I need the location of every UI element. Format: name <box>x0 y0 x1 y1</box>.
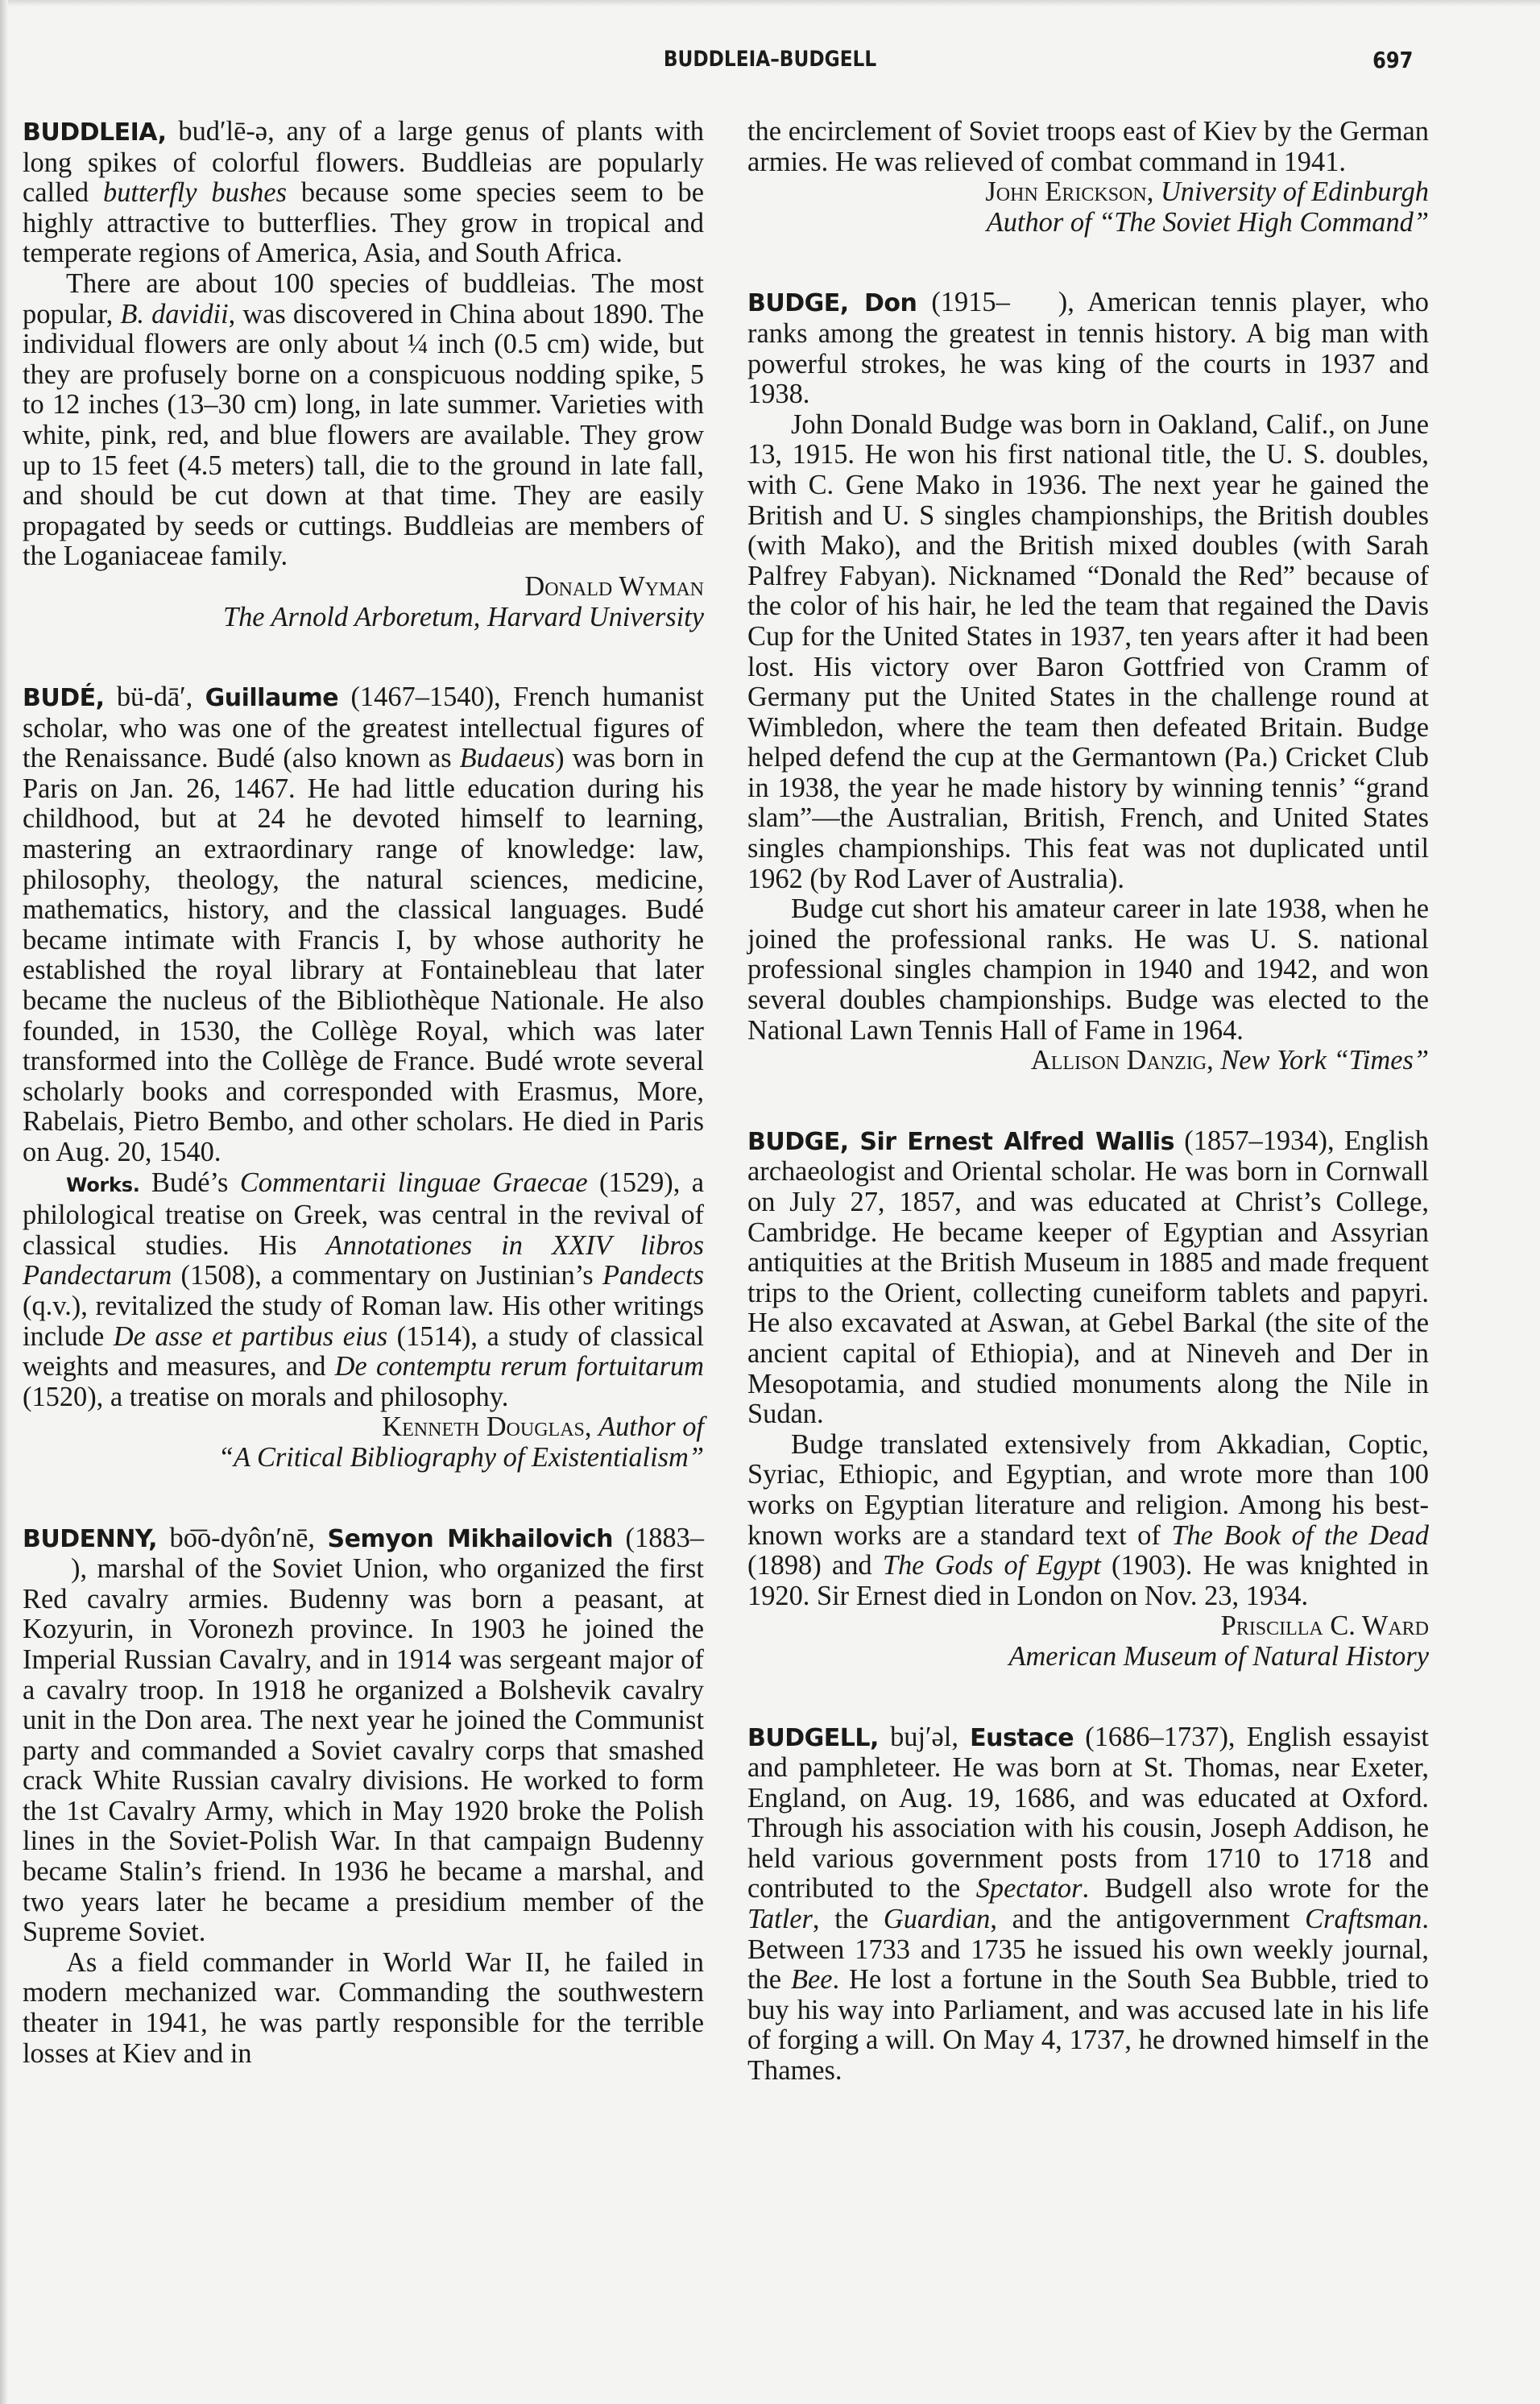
entry-bude <box>23 682 704 1473</box>
headword: Guillaume <box>205 684 339 713</box>
text-run: (1686–1737), English essayist and pamphleteer. He was born at St. Thomas, near Exeter, England, on Aug. 19, 1686, and was educated at Oxford. Through his association with his cousin, Joseph Addison, he held various government posts from 1710 to 1718 and contributed to the <box>747 1721 1429 1905</box>
text-run: . Between 1733 and 1735 he issued his own weekly journal, the <box>747 1904 1429 1996</box>
text-run: (1857–1934), English archaeologist and Oriental scholar. He was born in Cornwall on July 27, 1857, and was educated at Christ’s College, Cambridge. He became keeper of Egyptian and Assyrian antiquities at the British Museum in 1885 and made frequent trips to the Orient, collecting cuneiform tablets and papyri. He also excavated at Aswan, at Gebel Barkal (the site of the ancient capital of Ethiopia), and at Nineveh and Der in Mesopotamia, and studied monuments along the Nile in Sudan. <box>747 1125 1430 1430</box>
author-affiliation <box>23 603 704 633</box>
page-number: 697 <box>1372 47 1414 73</box>
italic-text: Budaeus <box>459 743 556 774</box>
text-run: (1915– <box>917 287 1010 318</box>
italic-text: “A Critical Bibliography of Existentialism” <box>217 1441 704 1473</box>
author-signature <box>747 177 1429 208</box>
italic-text: Spectator <box>975 1873 1083 1905</box>
italic-text: Annotationes in XXIV libros Pandectarum <box>23 1229 704 1291</box>
italic-text: De contemptu rerum fortuitarum <box>334 1351 704 1382</box>
page-binding-shadow <box>0 0 8 2404</box>
running-head <box>0 47 1540 79</box>
text-run: bo͞o-dyôn′nē, <box>157 1522 328 1553</box>
author-signature <box>747 1046 1429 1076</box>
italic-text: The Book of the Dead <box>1171 1519 1429 1551</box>
text-run: , the <box>812 1904 884 1935</box>
text-run: . Budgell also wrote for the <box>1082 1873 1429 1905</box>
text-run: ), marshal of the Soviet Union, who organized the first Red cavalry armies. Budenny was born a peasant, at Kozyurin, in Voronezh province. In 1903 he joined the Imperial Russian Cavalry, and in 1914 was sergeant major of a cavalry troop. In 1918 he organized a Bolshevik cavalry unit in the Don area. The next year he joined the Communist party and commanded a Soviet cavalry corps that smashed crack White Russian cavalry divisions. He worked to form the 1st Cavalry Army, which in May 1920 broke the Polish lines in the Soviet-Polish War. In that campaign Budenny became Stalin’s friend. In 1936 he became a marshal, and two years later he became a presidium member of the Supreme Soviet. <box>23 1553 704 1948</box>
italic-text: Author of “The Soviet High Command” <box>986 206 1429 238</box>
paragraph <box>23 269 704 572</box>
paragraph <box>23 117 704 269</box>
entry-budenny-cont <box>747 117 1429 238</box>
paragraph <box>23 1523 704 1948</box>
paragraph <box>23 682 704 1168</box>
author-signature <box>23 1412 704 1443</box>
headword: BUDDLEIA, <box>23 118 167 147</box>
headword: Semyon Mikhailovich <box>327 1524 613 1553</box>
text-run: As a field commander in World War II, he failed in modern mechanized war. Commanding the southwestern theater in 1941, he was partly responsible for the terrible losses at Kiev and in <box>23 1946 704 2069</box>
entry-budge-don <box>747 288 1429 1076</box>
column-right <box>747 117 1429 2087</box>
small-caps-name: Priscilla C. Ward <box>1220 1610 1429 1642</box>
paragraph <box>747 117 1429 177</box>
text-run: , and the antigovernment <box>990 1904 1306 1935</box>
text-run: (q.v.), revitalized the study of Roman law. His other writings include <box>23 1290 704 1352</box>
small-caps-name: John Erickson <box>985 176 1147 208</box>
headword: BUDGE, Don <box>747 289 917 318</box>
text-run: (1467–1540), French humanist scholar, who was one of the greatest intellectual figures of the Renaissance. Budé (also known as <box>23 682 704 774</box>
small-caps-name: Donald Wyman <box>524 570 704 602</box>
italic-text: B. davidii <box>120 298 229 330</box>
paragraph <box>747 410 1429 895</box>
paragraph <box>747 1126 1429 1430</box>
text-run: the encirclement of Soviet troops east of Kiev by the German armies. He was relieved of combat command in 1941. <box>747 116 1429 177</box>
page-top-shadow <box>0 0 1540 6</box>
text-run: bü-dā′, <box>104 682 205 713</box>
running-title: BUDDLEIA–BUDGELL <box>663 47 877 72</box>
text-run: Budé’s <box>139 1167 240 1198</box>
paragraph <box>747 288 1429 409</box>
column-left <box>23 117 704 2069</box>
text-run: (1903). He was knighted in 1920. Sir Ernest died in London on Nov. 23, 1934. <box>747 1550 1429 1611</box>
text-run: (1514), a study of classical weights and measures, and <box>23 1320 704 1382</box>
author-affiliation <box>23 1443 704 1473</box>
italic-text: butterfly bushes <box>103 177 288 209</box>
text-run: (1508), a commentary on Justinian’s <box>172 1260 602 1291</box>
entry-budge-ernest <box>747 1126 1429 1672</box>
text-run: because some species seem to be highly attractive to butterflies. They grow in tropical and temperate regions of America, Asia, and South Africa. <box>23 177 704 269</box>
author-affiliation <box>747 1642 1429 1672</box>
paragraph <box>23 1168 704 1413</box>
italic-text: American Museum of Natural History <box>1008 1640 1429 1672</box>
author-affiliation <box>747 208 1429 238</box>
author-signature <box>23 572 704 603</box>
italic-text: Pandects <box>602 1260 704 1291</box>
entry-buddleia <box>23 117 704 632</box>
italic-text: Commentarii linguae Graecae <box>239 1167 588 1198</box>
paragraph <box>747 1722 1429 2087</box>
text-run: (1520), a treatise on morals and philosophy. <box>23 1381 509 1412</box>
text-run: buj′əl, <box>878 1721 971 1752</box>
italic-text: Craftsman <box>1305 1904 1422 1935</box>
entry-budenny <box>23 1523 704 2070</box>
small-caps-name: Kenneth Douglas <box>382 1411 585 1443</box>
paragraph <box>23 1948 704 2069</box>
italic-text: Author of <box>598 1411 704 1443</box>
text-run: ) was born in Paris on Jan. 26, 1467. He had little education during his childhood, but at 24 he devoted himself to learning, mastering an extraordinary range of knowledge: law, philosophy, theology, the natural sciences, medicine, mathematics, history, and the classical languages. Budé became intimate with Francis I, by whose authority he established the royal library at Fontainebleau that later became the nucleus of the Bibliothèque Nationale. He also founded, in 1530, the Collège Royal, which was later transformed into the Collège de France. Budé wrote several scholarly books and corresponded with Erasmus, More, Rabelais, Pietro Bembo, and other scholars. He died in Paris on Aug. 20, 1540. <box>23 743 704 1167</box>
italic-text: University of Edinburgh <box>1160 176 1429 208</box>
paragraph <box>747 1430 1429 1612</box>
italic-text: De asse et partibus eius <box>113 1320 388 1352</box>
text-run: , <box>1146 176 1161 208</box>
italic-text: The Arnold Arboretum, Harvard University <box>222 601 704 632</box>
text-run: There are about 100 species of buddleias. The most popular, <box>23 267 704 330</box>
italic-text: Guardian <box>883 1904 991 1935</box>
headword: BUDÉ, <box>23 684 105 713</box>
subheading: Works. <box>66 1173 140 1196</box>
text-run: John Donald Budge was born in Oakland, Calif., on June 13, 1915. He won his first national title, the U. S. doubles, with C. Gene Mako in 1936. The next year he gained the British and U. S singles championships, the British doubles (with Mako), and the British mixed doubles (with Sarah Palfrey Fabyan). Nicknamed “Donald the Red” because of the color of his hair, he led the team that regained the Davis Cup for the United States in 1937, ten years after it had been lost. His victory over Baron Gottfried von Cramm of Germany put the United States in the challenge round at Wimbledon, where the team then defeated Britain. Budge helped defend the cup at the Germantown (Pa.) Cricket Club in 1938, the year he made history by winning tennis’ “grand slam”—the Australian, British, French, and United States singles championships. This feat was not duplicated until 1962 (by Rod Laver of Australia). <box>747 408 1429 894</box>
entry-budgell <box>747 1722 1429 2087</box>
paragraph <box>747 894 1429 1046</box>
italic-text: The Gods of Egypt <box>882 1550 1101 1581</box>
headword: BUDGELL, <box>747 1723 879 1752</box>
text-run: bud′lē-ə, any of a large genus of plants with long spikes of colorful flowers. Buddleias are popularly called <box>23 116 704 209</box>
author-signature <box>747 1611 1429 1642</box>
headword: BUDENNY, <box>23 1524 157 1553</box>
text-run: , was discovered in China about 1890. The individual flowers are only about ¼ inch (0.5 cm) wide, but they are profusely borne on a conspicuous nodding spike, 5 to 12 inches (13–30 cm) long, in late summer. Varieties with white, pink, red, and blue flowers are available. They grow up to 15 feet (4.5 meters) tall, die to the ground in late fall, and should be cut down at that time. They are easily propagated by seeds or cuttings. Buddleias are members of the Loganiaceae family. <box>23 298 704 572</box>
text-run: (1529), a philological treatise on Greek, was central in the revival of classical studies. His <box>23 1167 704 1261</box>
headword: BUDGE, Sir Ernest Alfred Wallis <box>747 1127 1174 1156</box>
headword: Eustace <box>970 1723 1074 1752</box>
small-caps-name: Allison Danzig <box>1030 1045 1207 1076</box>
italic-text: Tatler <box>747 1904 813 1935</box>
text-run: Budge translated extensively from Akkadian, Coptic, Syriac, Ethiopic, and Egyptian, and wrote more than 100 works on Egyptian literature and religion. Among his best-known works are a standard text of <box>747 1428 1429 1551</box>
italic-text: New York “Times” <box>1220 1045 1429 1076</box>
text-run: Budge cut short his amateur career in late 1938, when he joined the professional ranks. He was U. S. national professional singles champion in 1940 and 1942, and won several doubles championships. Budge was elected to the National Lawn Tennis Hall of Fame in 1964. <box>747 893 1429 1046</box>
text-run: , <box>1207 1045 1221 1076</box>
text-run: ), American tennis player, who ranks among the greatest in tennis history. A big man with powerful strokes, he was king of the courts in 1937 and 1938. <box>747 287 1429 410</box>
italic-text: Bee <box>790 1964 833 1996</box>
text-run: . He lost a fortune in the South Sea Bubble, tried to buy his way into Parliament, and was accused late in his life of forging a will. On May 4, 1737, he drowned himself in the Thames. <box>747 1964 1429 2087</box>
text-run: , <box>584 1411 599 1443</box>
text-run: (1898) and <box>747 1550 883 1581</box>
text-run: (1883– <box>613 1522 704 1553</box>
